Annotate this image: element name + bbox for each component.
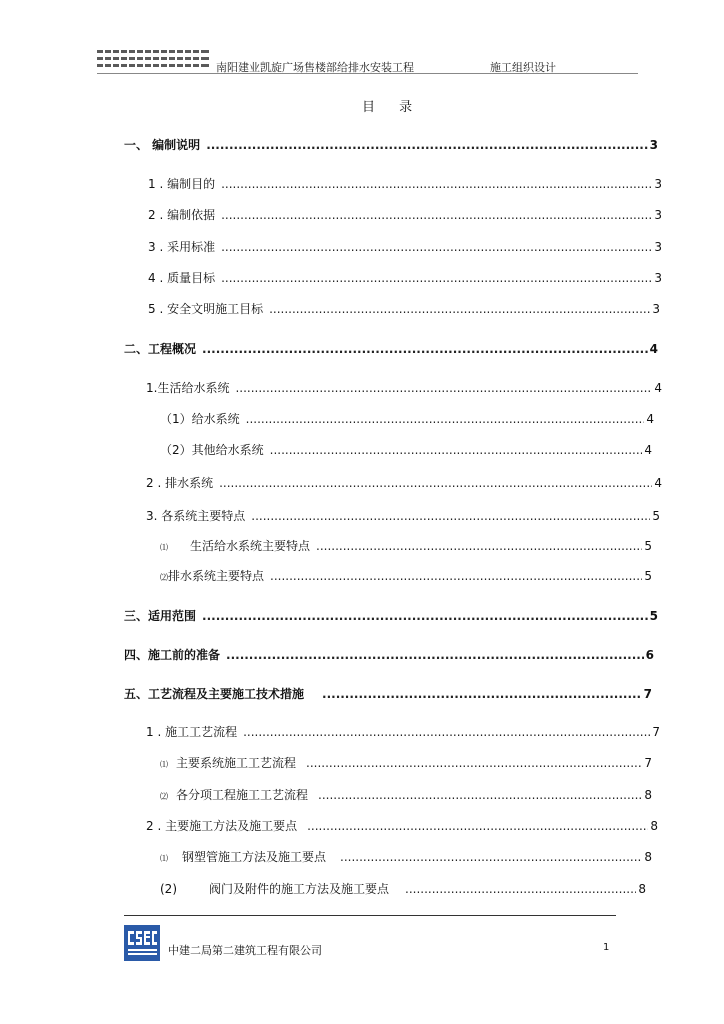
toc-entry[interactable] [146, 817, 658, 833]
toc-entry-label: 2 . 主要施工方法及施工要点 [146, 819, 298, 833]
toc-entry-label: 3. 各系统主要特点 [146, 509, 246, 523]
toc-leader-dots [251, 509, 650, 523]
toc-entry-label: 1 . 编制目的 [148, 177, 216, 191]
company-header-logo [97, 48, 209, 74]
toc-leader-dots [202, 609, 648, 623]
toc-leader-dots [270, 569, 642, 583]
toc-entry-page: 3 [654, 177, 662, 191]
toc-entry[interactable] [148, 300, 660, 316]
toc-entry-label: 一、 编制说明 [124, 138, 201, 152]
toc-entry-page: 4 [654, 381, 662, 395]
toc-entry-label: 2 . 编制依据 [148, 208, 216, 222]
toc-entry-label: 钢塑管施工方法及施工要点 [182, 850, 327, 864]
toc-entry-page: 3 [652, 302, 660, 316]
toc-leader-dots [340, 850, 642, 864]
toc-entry-page: 5 [644, 569, 652, 583]
toc-entry[interactable] [124, 340, 658, 356]
toc-entry-label: 二、工程概况 [124, 342, 197, 356]
toc-leader-dots [226, 648, 644, 662]
toc-leader-dots [221, 240, 652, 254]
toc-entry-label: 各分项工程施工工艺流程 [176, 788, 309, 802]
toc-entry-page: 5 [652, 509, 660, 523]
toc-entry-page: 5 [644, 539, 652, 553]
toc-entry-page: 3 [649, 138, 658, 152]
toc-leader-dots [235, 381, 652, 395]
toc-entry[interactable] [146, 379, 662, 395]
toc-entry[interactable] [148, 238, 662, 254]
toc-entry-label: （2）其他给水系统 [160, 443, 264, 457]
toc-entry-number: ⑴ [160, 760, 168, 769]
toc-entry[interactable] [160, 567, 652, 583]
toc-entry-page: 3 [654, 271, 662, 285]
toc-entry[interactable] [124, 646, 654, 662]
toc-entry-number: ⑵ [160, 573, 168, 582]
toc-leader-dots [270, 443, 643, 457]
toc-leader-dots [307, 819, 648, 833]
toc-leader-dots [306, 756, 642, 770]
toc-title: 目 录 [362, 100, 423, 115]
toc-entry-page: 8 [650, 819, 658, 833]
toc-entry-page: 4 [646, 412, 654, 426]
footer-page-number: 1 [603, 942, 610, 953]
toc-leader-dots [221, 208, 652, 222]
toc-entry-label: 1.生活给水系统 [146, 381, 230, 395]
toc-entry[interactable] [160, 754, 652, 770]
toc-leader-dots [221, 271, 652, 285]
toc-entry[interactable] [146, 723, 660, 739]
toc-entry-label: 阀门及附件的施工方法及施工要点 [209, 882, 390, 896]
toc-entry-page: 6 [645, 648, 654, 662]
toc-entry-page: 8 [644, 788, 652, 802]
toc-entry[interactable] [148, 175, 662, 191]
toc-leader-dots [243, 725, 650, 739]
toc-entry[interactable] [160, 537, 652, 553]
toc-entry-label: 4 . 质量目标 [148, 271, 216, 285]
toc-entry[interactable] [160, 410, 654, 426]
toc-leader-dots [206, 138, 647, 152]
toc-entry[interactable] [124, 136, 658, 152]
toc-entry-page: 8 [644, 850, 652, 864]
toc-entry-page: 4 [654, 476, 662, 490]
toc-leader-dots [318, 788, 642, 802]
toc-entry-number: ⑴ [160, 543, 168, 552]
header-project-title: 南阳建业凯旋广场售楼部给排水安装工程 [216, 61, 414, 74]
toc-leader-dots [269, 302, 650, 316]
toc-entry-number: (2) [160, 882, 177, 896]
toc-entry[interactable] [146, 474, 662, 490]
toc-leader-dots [316, 539, 642, 553]
toc-entry-label: 主要系统施工工艺流程 [176, 756, 297, 770]
toc-leader-dots [219, 476, 652, 490]
toc-leader-dots [246, 412, 645, 426]
toc-leader-dots [322, 687, 642, 701]
toc-entry-label: 2 . 排水系统 [146, 476, 214, 490]
toc-entry-label: 三、适用范围 [124, 609, 197, 623]
toc-entry-page: 7 [643, 687, 652, 701]
toc-leader-dots [202, 342, 648, 356]
toc-entry-label: 3 . 采用标准 [148, 240, 216, 254]
toc-entry-page: 8 [638, 882, 646, 896]
toc-entry-label: 四、施工前的准备 [124, 648, 221, 662]
toc-entry-number: ⑵ [160, 792, 168, 801]
toc-entry[interactable] [160, 786, 652, 802]
footer-company-name: 中建二局第二建筑工程有限公司 [168, 944, 322, 957]
toc-entry[interactable] [160, 848, 652, 864]
toc-entry[interactable] [146, 507, 660, 523]
toc-entry-label: 生活给水系统主要特点 [190, 539, 311, 553]
toc-entry-label: 五、工艺流程及主要施工技术措施 [124, 687, 305, 701]
cscec-logo [124, 925, 160, 961]
header-document-type: 施工组织设计 [490, 61, 556, 74]
footer-divider [124, 915, 616, 916]
toc-entry[interactable] [160, 880, 646, 896]
toc-entry[interactable] [124, 607, 658, 623]
toc-leader-dots [221, 177, 652, 191]
toc-entry-number: ⑴ [160, 854, 168, 863]
header-divider [97, 73, 638, 74]
toc-entry-page: 7 [644, 756, 652, 770]
toc-entry-label: 1 . 施工工艺流程 [146, 725, 238, 739]
toc-entry-page: 3 [654, 208, 662, 222]
toc-entry-page: 7 [652, 725, 660, 739]
toc-entry-page: 5 [649, 609, 658, 623]
toc-entry-label: （1）给水系统 [160, 412, 240, 426]
toc-entry[interactable] [160, 441, 652, 457]
toc-entry-label: 5 . 安全文明施工目标 [148, 302, 264, 316]
toc-entry[interactable] [148, 269, 662, 285]
toc-entry-page: 4 [644, 443, 652, 457]
toc-entry[interactable] [148, 206, 662, 222]
toc-entry-label: 排水系统主要特点 [168, 569, 265, 583]
toc-entry[interactable] [124, 685, 652, 701]
toc-leader-dots [405, 882, 636, 896]
toc-entry-page: 3 [654, 240, 662, 254]
toc-entry-page: 4 [649, 342, 658, 356]
